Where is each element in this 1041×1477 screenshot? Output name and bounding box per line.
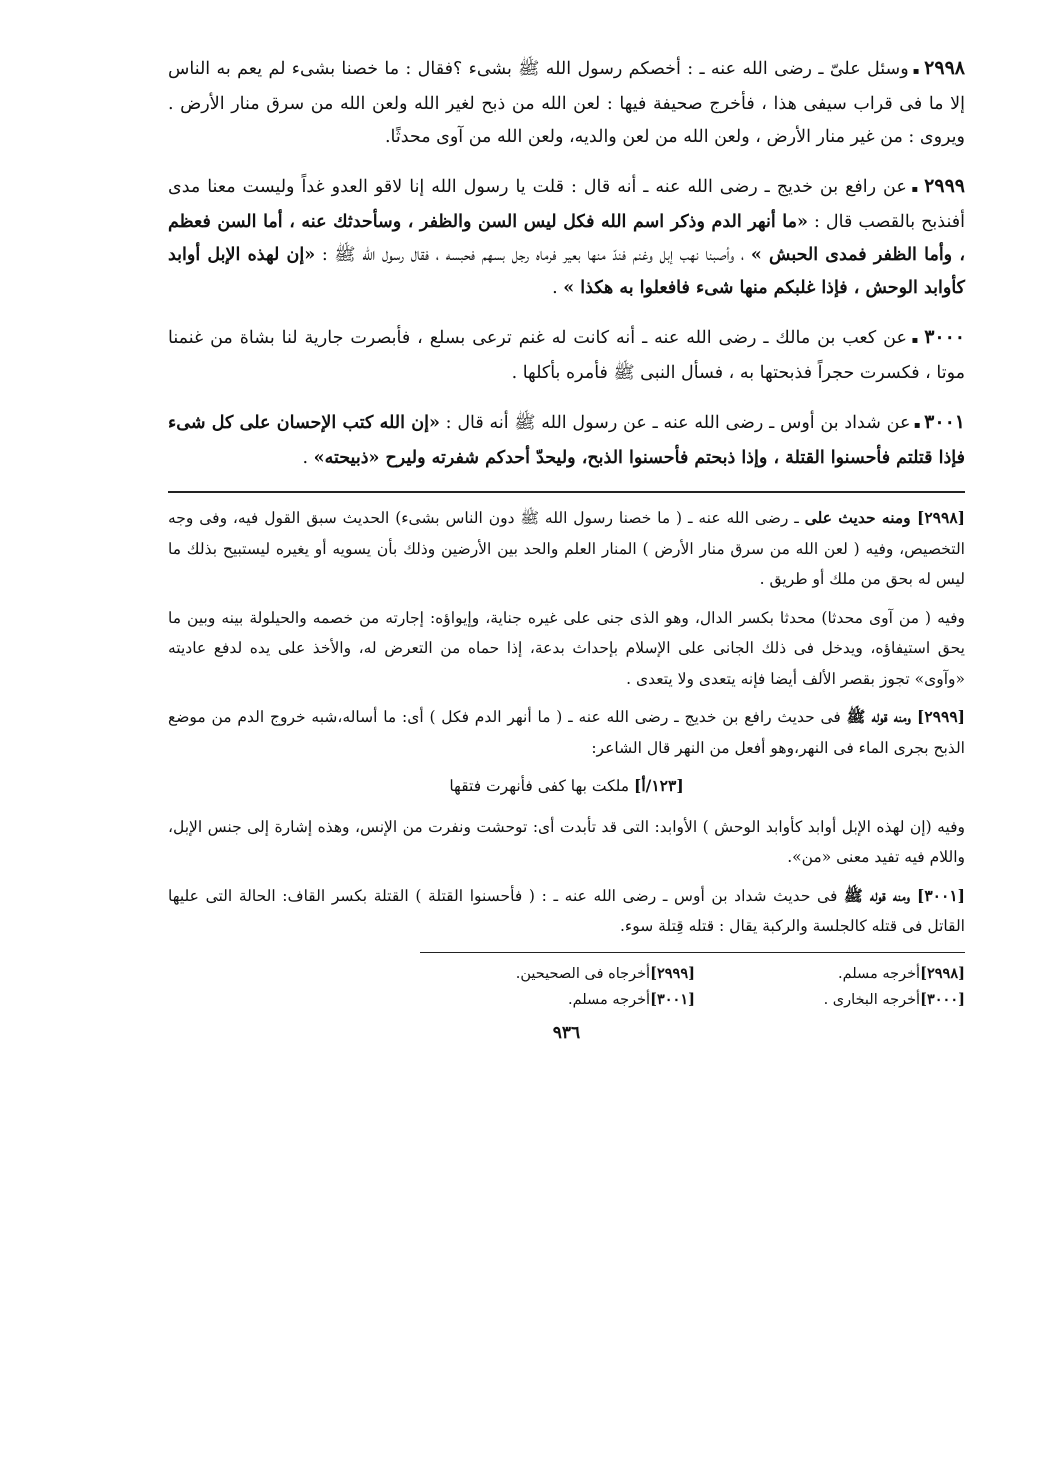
hadith-quote: «إن الله كتب الإحسان على كل شىء فإذا قتلتم فأحسنوا القتلة ، وإذا ذبحتم فأحسنوا الذبح، وليحدّ أحدكم شفرته وليرح «ذبيحته» [168, 413, 965, 468]
footnote-text: أخرجاه فى الصحيحين. [515, 965, 651, 982]
page-body [168, 52, 965, 1043]
commentary-ref: [٢٩٩٨] ومنه حديث على [804, 508, 965, 527]
commentary-text: ـ رضى الله عنه ـ ( ما خصنا رسول الله ﷺ دون الناس بشىء) الحديث سبق القول فيه، وفى وجه التخصيص، وفيه ( لعن الله من سرق منار الأرض ) المنار العلم والحد بين الأرضين وذلك بأن يسويه أو يغيره ليستبيح بذلك ما ليس له بحق من ملك أو طريق . [168, 509, 965, 588]
hadith-number: ٢٩٩٨ [924, 57, 965, 79]
hadith-paragraph [168, 406, 965, 475]
footnote-row [420, 987, 965, 1013]
commentary-paragraph [168, 603, 965, 695]
footnotes [420, 952, 965, 1013]
footnote-ref: [٣٠٠٠] [920, 990, 965, 1008]
commentary-ref: [٢٩٩٩] ومنه قوله ﷺ [846, 707, 965, 726]
footnote [425, 987, 695, 1013]
footnote [695, 961, 965, 987]
poem-verse [168, 771, 965, 802]
footnote [695, 987, 965, 1013]
hadith-text: عن شداد بن أوس ـ رضى الله عنه ـ عن رسول الله ﷺ أنه قال : [439, 413, 911, 433]
hadith-number: ٣٠٠٠ [924, 326, 966, 348]
hadith-number: ٢٩٩٩ [924, 175, 965, 197]
footnote-ref: [٣٠٠١] [650, 990, 695, 1008]
hadith-text: . [302, 448, 314, 468]
hadith-text: ، وأصبنا نهب إبل وغنم فندّ منها بعير فرماه رجل بسهم فحبسه ، فقال رسول الله ﷺ : [315, 245, 751, 265]
hadith-text: وسئل علىّ ـ رضى الله عنه ـ : أخصكم رسول الله ﷺ بشىء ؟فقال : ما خصنا بشىء لم يعم به الناس إلا ما فى قراب سيفى هذا ، فأخرج صحيفة فيها : لعن الله من ذبح لغير الله ولعن الله من سرق منار الأرض . ويروى : من غير منار الأرض ، ولعن الله من لعن والديه، ولعن الله من آوى محدثًا. [168, 59, 965, 147]
commentary-paragraph [168, 702, 965, 763]
footnote [425, 961, 695, 987]
hadith-quote: «ما أنهر الدم وذكر اسم الله فكل ليس السن والظفر ، وسأحدثك عنه ، أما السن فعظم ، وأما الظفر فمدى الحبش » [168, 212, 965, 265]
page-number: ٩٣٦ [552, 1022, 581, 1043]
commentary-paragraph [168, 812, 965, 873]
footnote-ref: [٢٩٩٩] [650, 964, 695, 982]
hadith-paragraph [168, 170, 965, 305]
commentary [168, 503, 965, 942]
hadith-text: عن كعب بن مالك ـ رضى الله عنه ـ أنه كانت له غنم ترعى بسلع ، فأبصرت جارية لنا بشاة من غنمنا موتا ، فكسرت حجراً فذبحتها به ، فسأل النبى ﷺ فأمره بأكلها . [168, 328, 965, 383]
verse-ref: [١٢٣/أ] [634, 776, 684, 795]
footnote-text: أخرجه مسلم. [837, 965, 921, 982]
hadith-quote: «إن لهذه الإبل أوابد كأوابد الوحش ، فإذا غلبكم منها شىء فافعلوا به هكذا » [168, 245, 965, 298]
section-divider [168, 491, 965, 493]
hadith-text: عن رافع بن خديج ـ رضى الله عنه ـ أنه قال : قلت يا رسول الله إنا لاقو العدو غداً وليست معنا مدى أفنذبح بالقصب قال : [168, 177, 965, 232]
commentary-text: وفيه (إن لهذه الإبل أوابد كأوابد الوحش ) الأوابد: التى قد تأبدت أى: توحشت ونفرت من الإنس، وهذه إشارة إلى جنس الإبل، واللام فيه تفيد معنى «من». [168, 817, 965, 866]
number-marker: ▪ [910, 420, 925, 431]
commentary-paragraph [168, 881, 965, 942]
hadith-paragraph [168, 52, 965, 154]
footnote-row [420, 961, 965, 987]
commentary-text: فى حديث شداد بن أوس ـ رضى الله عنه ـ : ( فأحسنوا القتلة ) القتلة بكسر القاف: الحالة التى عليها القاتل فى قتله كالجلسة والركبة يقال : قتله قِتلة سوء. [168, 886, 965, 935]
number-marker: ▪ [906, 184, 925, 195]
hadith-paragraph [168, 321, 965, 390]
commentary-ref: [٣٠٠١] ومنه قوله ﷺ [844, 885, 966, 905]
footnote-text: أخرجه البخارى . [823, 991, 921, 1008]
hadith-number: ٣٠٠١ [924, 411, 965, 433]
commentary-text: فى حديث رافع بن خديج ـ رضى الله عنه ـ ( ما أنهر الدم فكل ) أى: ما أساله،شبه خروج الدم من موضع الذبح بجرى الماء فى النهر،وهو أفعل من النهر قال الشاعر: [168, 708, 965, 757]
footnote-ref: [٢٩٩٨] [920, 964, 965, 982]
commentary-paragraph [168, 503, 965, 595]
number-marker: ▪ [906, 335, 925, 346]
hadith-text: . [552, 278, 564, 298]
commentary-text: وفيه ( من آوى محدثا) محدثا بكسر الدال، وهو الذى جنى على غيره جناية، وإيواؤه: إجارته من خصمه والحيلولة بينه وبين ما يحق استيفاؤه، ويدخل فى ذلك الجانى على الإسلام بإحداث بدعة، إذا حماه من التعرض له، والأخذ على يده لدفع عاديته «وآوى» تجوز بقصر الألف أيضا فإنه يتعدى ولا يتعدى . [168, 608, 965, 688]
number-marker: ▪ [908, 66, 925, 77]
verse-text: ملكت بها كفى فأنهرت فتقها [449, 777, 635, 795]
hadith-list [168, 52, 965, 475]
footnote-text: أخرجه مسلم. [567, 991, 651, 1008]
